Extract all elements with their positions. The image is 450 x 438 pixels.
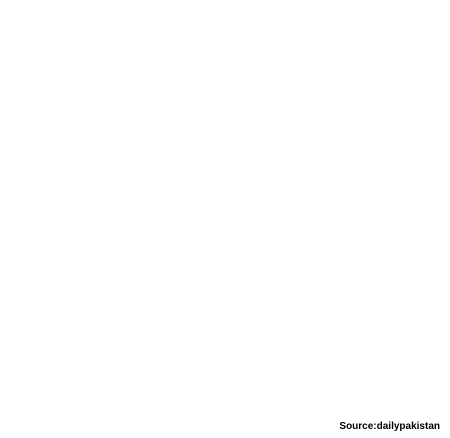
body-line-7 (8, 201, 442, 229)
body-line-6 (8, 174, 442, 202)
body-line-5 (8, 146, 442, 174)
body-line-1 (8, 36, 442, 64)
body-line-2 (8, 64, 442, 92)
body-line-12 (8, 339, 442, 367)
source-credit: Source:dailypakistan (339, 421, 440, 432)
body-line-10 (8, 284, 442, 312)
headline (8, 6, 442, 30)
body-line-8 (8, 229, 442, 257)
body-line-3 (8, 91, 442, 119)
body-line-11 (8, 311, 442, 339)
article-body (8, 36, 442, 366)
body-line-4 (8, 119, 442, 147)
body-line-9 (8, 256, 442, 284)
